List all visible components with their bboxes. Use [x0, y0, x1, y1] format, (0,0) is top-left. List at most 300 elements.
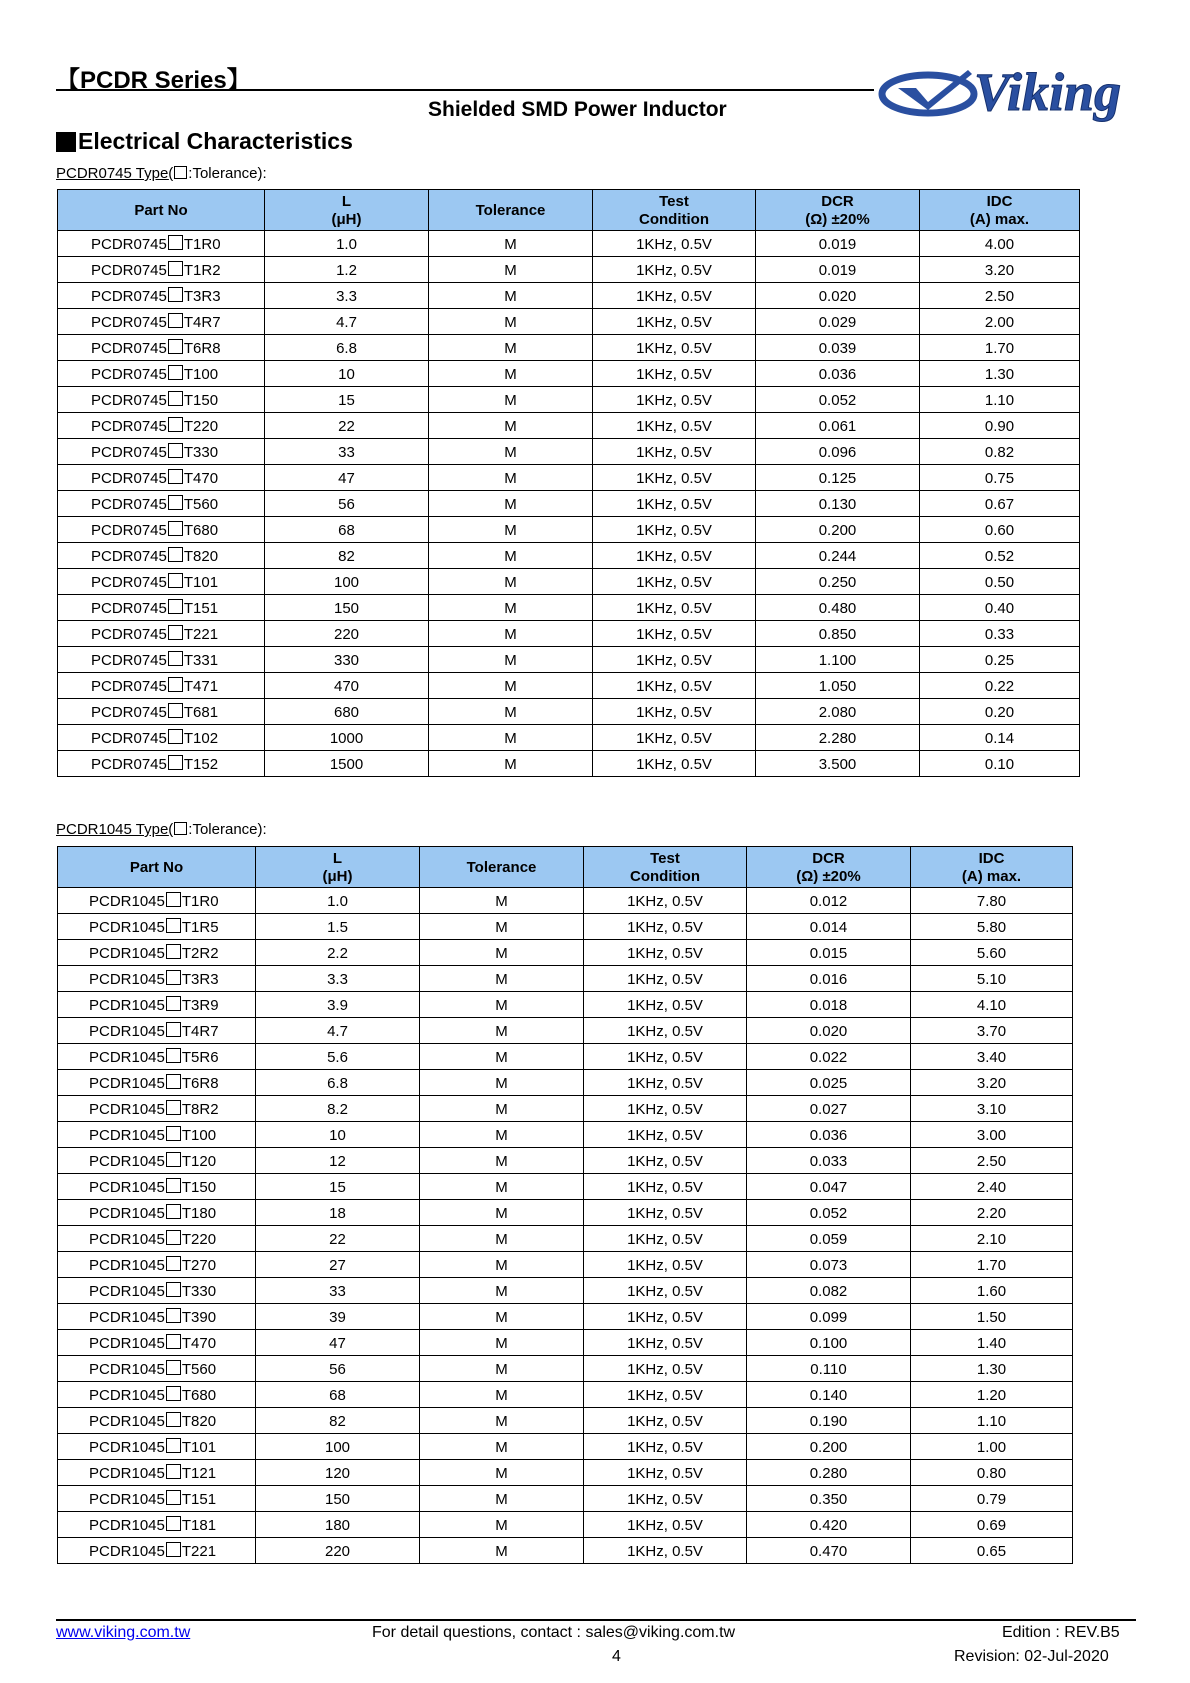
- table-row: [58, 699, 1080, 725]
- part-suffix: T820: [183, 548, 219, 565]
- inductance-cell: 47: [256, 1330, 420, 1356]
- tolerance-cell: M: [420, 1226, 584, 1252]
- tolerance-cell: M: [429, 595, 593, 621]
- tolerance-cell: M: [429, 257, 593, 283]
- test-condition-cell: 1KHz, 0.5V: [593, 491, 756, 517]
- table-row: [58, 1070, 1073, 1096]
- tolerance-cell: M: [420, 1486, 584, 1512]
- test-condition-cell: 1KHz, 0.5V: [584, 1382, 747, 1408]
- part-suffix: T6R8: [181, 1075, 219, 1092]
- part-suffix: T820: [181, 1413, 217, 1430]
- part-suffix: T220: [181, 1231, 217, 1248]
- inductance-cell: 33: [265, 439, 429, 465]
- test-condition-cell: 1KHz, 0.5V: [593, 439, 756, 465]
- section-title-text: Electrical Characteristics: [78, 128, 353, 154]
- part-suffix: T470: [181, 1335, 217, 1352]
- table-row: [58, 888, 1073, 914]
- table1-type-name: PCDR0745 Type: [56, 165, 169, 182]
- test-condition-cell: 1KHz, 0.5V: [584, 888, 747, 914]
- test-condition-cell: 1KHz, 0.5V: [593, 751, 756, 777]
- dcr-cell: 0.470: [747, 1538, 911, 1564]
- table-row: [58, 940, 1073, 966]
- tolerance-box-icon: [166, 1074, 181, 1089]
- table-row: [58, 1200, 1073, 1226]
- dcr-cell: 0.022: [747, 1044, 911, 1070]
- part-suffix: T3R3: [183, 288, 221, 305]
- part-number-cell: [58, 725, 265, 751]
- inductance-cell: 150: [265, 595, 429, 621]
- dcr-cell: 0.350: [747, 1486, 911, 1512]
- tolerance-cell: M: [420, 1174, 584, 1200]
- idc-cell: 2.10: [911, 1226, 1073, 1252]
- inductance-cell: 2.2: [256, 940, 420, 966]
- part-number-cell: [58, 914, 256, 940]
- tolerance-cell: M: [420, 1434, 584, 1460]
- tolerance-box-icon: [168, 261, 183, 276]
- part-prefix: PCDR1045: [89, 1439, 165, 1456]
- col-dcr: DCR (Ω) ±20%: [756, 190, 920, 231]
- tolerance-box-icon: [168, 573, 183, 588]
- part-prefix: PCDR1045: [89, 1309, 165, 1326]
- part-prefix: PCDR1045: [89, 997, 165, 1014]
- part-suffix: T181: [181, 1517, 217, 1534]
- part-number-cell: [58, 1538, 256, 1564]
- table-row: [58, 283, 1080, 309]
- part-number-cell: [58, 309, 265, 335]
- idc-cell: 0.82: [920, 439, 1080, 465]
- inductance-cell: 10: [265, 361, 429, 387]
- tolerance-cell: M: [429, 569, 593, 595]
- part-number-cell: [58, 413, 265, 439]
- part-number-cell: [58, 439, 265, 465]
- part-prefix: PCDR1045: [89, 1335, 165, 1352]
- part-number-cell: [58, 1330, 256, 1356]
- test-condition-cell: 1KHz, 0.5V: [584, 1174, 747, 1200]
- part-suffix: T220: [183, 418, 219, 435]
- test-condition-cell: 1KHz, 0.5V: [584, 1122, 747, 1148]
- col-inductance: L (μH): [265, 190, 429, 231]
- table-row: [58, 1122, 1073, 1148]
- tolerance-cell: M: [420, 1044, 584, 1070]
- tolerance-box-icon: [168, 495, 183, 510]
- inductance-cell: 4.7: [265, 309, 429, 335]
- part-suffix: T390: [181, 1309, 217, 1326]
- tolerance-box-icon: [166, 1464, 181, 1479]
- inductance-cell: 4.7: [256, 1018, 420, 1044]
- inductance-cell: 100: [265, 569, 429, 595]
- inductance-cell: 330: [265, 647, 429, 673]
- part-suffix: T150: [181, 1179, 217, 1196]
- table-row: [58, 1356, 1073, 1382]
- part-number-cell: [58, 647, 265, 673]
- part-prefix: PCDR0745: [91, 496, 167, 513]
- part-number-cell: [58, 283, 265, 309]
- dcr-cell: 0.012: [747, 888, 911, 914]
- part-prefix: PCDR0745: [91, 652, 167, 669]
- dcr-cell: 1.100: [756, 647, 920, 673]
- idc-cell: 1.40: [911, 1330, 1073, 1356]
- tolerance-cell: M: [429, 699, 593, 725]
- tolerance-cell: M: [420, 1070, 584, 1096]
- test-condition-cell: 1KHz, 0.5V: [593, 335, 756, 361]
- part-suffix: T120: [181, 1153, 217, 1170]
- dcr-cell: 0.100: [747, 1330, 911, 1356]
- idc-cell: 3.70: [911, 1018, 1073, 1044]
- test-condition-cell: 1KHz, 0.5V: [593, 231, 756, 257]
- table-row: [58, 1512, 1073, 1538]
- table-row: [58, 1330, 1073, 1356]
- inductance-cell: 10: [256, 1122, 420, 1148]
- dcr-cell: 0.025: [747, 1070, 911, 1096]
- table-row: [58, 1174, 1073, 1200]
- part-prefix: PCDR1045: [89, 971, 165, 988]
- tolerance-cell: M: [420, 1382, 584, 1408]
- part-number-cell: [58, 231, 265, 257]
- idc-cell: 0.75: [920, 465, 1080, 491]
- tolerance-cell: M: [429, 647, 593, 673]
- table-row: [58, 1018, 1073, 1044]
- table-row: [58, 914, 1073, 940]
- idc-cell: 1.20: [911, 1382, 1073, 1408]
- inductance-cell: 82: [265, 543, 429, 569]
- tolerance-box-icon: [168, 729, 183, 744]
- inductance-cell: 8.2: [256, 1096, 420, 1122]
- table-row: [58, 257, 1080, 283]
- table-row: [58, 1460, 1073, 1486]
- part-prefix: PCDR0745: [91, 314, 167, 331]
- inductance-cell: 1.0: [265, 231, 429, 257]
- idc-cell: 0.80: [911, 1460, 1073, 1486]
- tolerance-box-icon: [166, 1542, 181, 1557]
- part-suffix: T150: [183, 392, 219, 409]
- inductance-cell: 3.3: [265, 283, 429, 309]
- tolerance-cell: M: [420, 1200, 584, 1226]
- brand-name: Viking: [974, 62, 1122, 122]
- tolerance-cell: M: [420, 1408, 584, 1434]
- part-number-cell: [58, 1174, 256, 1200]
- part-suffix: T331: [183, 652, 219, 669]
- col-dcr: DCR (Ω) ±20%: [747, 847, 911, 888]
- idc-cell: 0.22: [920, 673, 1080, 699]
- part-number-cell: [58, 1096, 256, 1122]
- table-row: [58, 1408, 1073, 1434]
- idc-cell: 7.80: [911, 888, 1073, 914]
- idc-cell: 1.10: [911, 1408, 1073, 1434]
- tolerance-cell: M: [429, 621, 593, 647]
- part-prefix: PCDR1045: [89, 1491, 165, 1508]
- dcr-cell: 0.096: [756, 439, 920, 465]
- part-suffix: T3R9: [181, 997, 219, 1014]
- tolerance-box-icon: [166, 1516, 181, 1531]
- table-row: [58, 992, 1073, 1018]
- col-idc: IDC (A) max.: [911, 847, 1073, 888]
- test-condition-cell: 1KHz, 0.5V: [584, 1070, 747, 1096]
- test-condition-cell: 1KHz, 0.5V: [593, 361, 756, 387]
- test-condition-cell: 1KHz, 0.5V: [584, 1148, 747, 1174]
- revision-text: Revision: 02-Jul-2020: [954, 1648, 1109, 1665]
- idc-cell: 3.20: [920, 257, 1080, 283]
- col-test-condition: Test Condition: [593, 190, 756, 231]
- tolerance-box-icon: [168, 313, 183, 328]
- part-suffix: T100: [181, 1127, 217, 1144]
- tolerance-box-icon: [168, 417, 183, 432]
- test-condition-cell: 1KHz, 0.5V: [584, 1018, 747, 1044]
- inductance-cell: 680: [265, 699, 429, 725]
- inductance-cell: 1.5: [256, 914, 420, 940]
- inductance-cell: 22: [256, 1226, 420, 1252]
- idc-cell: 5.60: [911, 940, 1073, 966]
- inductance-cell: 220: [256, 1538, 420, 1564]
- tolerance-box-icon: [166, 944, 181, 959]
- table2-type-name: PCDR1045 Type: [56, 821, 169, 838]
- tolerance-cell: M: [429, 231, 593, 257]
- idc-cell: 1.30: [920, 361, 1080, 387]
- tolerance-cell: M: [420, 1278, 584, 1304]
- part-prefix: PCDR0745: [91, 418, 167, 435]
- tolerance-box-icon: [166, 1438, 181, 1453]
- dcr-cell: 0.018: [747, 992, 911, 1018]
- test-condition-cell: 1KHz, 0.5V: [584, 1044, 747, 1070]
- idc-cell: 1.70: [920, 335, 1080, 361]
- inductance-cell: 6.8: [256, 1070, 420, 1096]
- header-rule: [56, 89, 874, 91]
- tolerance-cell: M: [420, 992, 584, 1018]
- tolerance-box-icon: [166, 1204, 181, 1219]
- tolerance-cell: M: [420, 1356, 584, 1382]
- part-suffix: T152: [183, 756, 219, 773]
- idc-cell: 0.25: [920, 647, 1080, 673]
- idc-cell: 0.69: [911, 1512, 1073, 1538]
- dcr-cell: 0.019: [756, 257, 920, 283]
- table-row: [58, 1486, 1073, 1512]
- table-row: [58, 1434, 1073, 1460]
- table-row: [58, 1252, 1073, 1278]
- part-suffix: T560: [181, 1361, 217, 1378]
- tolerance-box-icon: [166, 1386, 181, 1401]
- tolerance-box-icon: [166, 1100, 181, 1115]
- table-row: [58, 1044, 1073, 1070]
- part-prefix: PCDR1045: [89, 1127, 165, 1144]
- table-row: [58, 517, 1080, 543]
- part-number-cell: [58, 1252, 256, 1278]
- tolerance-box-icon: [168, 677, 183, 692]
- part-prefix: PCDR0745: [91, 470, 167, 487]
- part-suffix: T680: [183, 522, 219, 539]
- table1-type-suffix: :Tolerance):: [188, 165, 267, 182]
- tolerance-box-icon: [166, 1152, 181, 1167]
- test-condition-cell: 1KHz, 0.5V: [584, 992, 747, 1018]
- part-number-cell: [58, 888, 256, 914]
- contact-text: For detail questions, contact : sales@viking.com.tw: [372, 1624, 736, 1641]
- tolerance-box-icon: [168, 547, 183, 562]
- table2-header-row: [58, 847, 1073, 888]
- tolerance-box-icon: [168, 521, 183, 536]
- dcr-cell: 0.250: [756, 569, 920, 595]
- dcr-cell: 0.019: [756, 231, 920, 257]
- idc-cell: 0.14: [920, 725, 1080, 751]
- table-row: [58, 309, 1080, 335]
- test-condition-cell: 1KHz, 0.5V: [584, 1252, 747, 1278]
- test-condition-cell: 1KHz, 0.5V: [584, 914, 747, 940]
- dcr-cell: 0.052: [756, 387, 920, 413]
- tolerance-box-icon: [168, 339, 183, 354]
- idc-cell: 5.10: [911, 966, 1073, 992]
- tolerance-box-icon: [168, 443, 183, 458]
- tolerance-box-icon: [166, 1256, 181, 1271]
- part-prefix: PCDR1045: [89, 1231, 165, 1248]
- test-condition-cell: 1KHz, 0.5V: [593, 699, 756, 725]
- part-prefix: PCDR0745: [91, 340, 167, 357]
- inductance-cell: 150: [256, 1486, 420, 1512]
- part-prefix: PCDR0745: [91, 600, 167, 617]
- tolerance-box-icon: [166, 1412, 181, 1427]
- tolerance-cell: M: [429, 673, 593, 699]
- part-suffix: T102: [183, 730, 219, 747]
- idc-cell: 1.30: [911, 1356, 1073, 1382]
- tolerance-box-icon: [168, 287, 183, 302]
- col-tolerance: Tolerance: [429, 190, 593, 231]
- table-row: [58, 569, 1080, 595]
- table-row: [58, 595, 1080, 621]
- tolerance-cell: M: [420, 966, 584, 992]
- part-prefix: PCDR0745: [91, 392, 167, 409]
- part-number-cell: [58, 673, 265, 699]
- idc-cell: 0.10: [920, 751, 1080, 777]
- test-condition-cell: 1KHz, 0.5V: [584, 1278, 747, 1304]
- part-prefix: PCDR0745: [91, 366, 167, 383]
- table-row: [58, 387, 1080, 413]
- inductance-cell: 220: [265, 621, 429, 647]
- part-prefix: PCDR1045: [89, 1101, 165, 1118]
- tolerance-box-icon: [166, 892, 181, 907]
- tolerance-cell: M: [429, 725, 593, 751]
- part-suffix: T100: [183, 366, 219, 383]
- part-prefix: PCDR1045: [89, 1205, 165, 1222]
- part-prefix: PCDR1045: [89, 919, 165, 936]
- part-number-cell: [58, 569, 265, 595]
- part-prefix: PCDR1045: [89, 1387, 165, 1404]
- inductance-cell: 12: [256, 1148, 420, 1174]
- tolerance-box-icon: [166, 1490, 181, 1505]
- idc-cell: 3.40: [911, 1044, 1073, 1070]
- inductance-cell: 120: [256, 1460, 420, 1486]
- test-condition-cell: 1KHz, 0.5V: [584, 1538, 747, 1564]
- tolerance-cell: M: [420, 940, 584, 966]
- dcr-cell: 0.061: [756, 413, 920, 439]
- tolerance-box-icon: [168, 755, 183, 770]
- tolerance-cell: M: [429, 361, 593, 387]
- part-number-cell: [58, 621, 265, 647]
- idc-cell: 3.20: [911, 1070, 1073, 1096]
- inductance-cell: 1.0: [256, 888, 420, 914]
- test-condition-cell: 1KHz, 0.5V: [593, 517, 756, 543]
- part-number-cell: [58, 1122, 256, 1148]
- inductance-cell: 47: [265, 465, 429, 491]
- table-row: [58, 1382, 1073, 1408]
- tolerance-box-icon: [166, 1230, 181, 1245]
- part-number-cell: [58, 387, 265, 413]
- tolerance-box-icon: [166, 1178, 181, 1193]
- part-suffix: T680: [181, 1387, 217, 1404]
- part-prefix: PCDR1045: [89, 1283, 165, 1300]
- test-condition-cell: 1KHz, 0.5V: [584, 1356, 747, 1382]
- inductance-cell: 180: [256, 1512, 420, 1538]
- part-number-cell: [58, 940, 256, 966]
- dcr-cell: 0.110: [747, 1356, 911, 1382]
- part-prefix: PCDR0745: [91, 262, 167, 279]
- table-row: [58, 335, 1080, 361]
- part-prefix: PCDR1045: [89, 1543, 165, 1560]
- test-condition-cell: 1KHz, 0.5V: [593, 465, 756, 491]
- test-condition-cell: 1KHz, 0.5V: [584, 1460, 747, 1486]
- test-condition-cell: 1KHz, 0.5V: [593, 543, 756, 569]
- dcr-cell: 0.033: [747, 1148, 911, 1174]
- section-title: [56, 128, 353, 155]
- part-suffix: T681: [183, 704, 219, 721]
- col-idc: IDC (A) max.: [920, 190, 1080, 231]
- part-prefix: PCDR0745: [91, 444, 167, 461]
- dcr-cell: 0.244: [756, 543, 920, 569]
- dcr-cell: 1.050: [756, 673, 920, 699]
- part-prefix: PCDR1045: [89, 1465, 165, 1482]
- part-suffix: T1R5: [181, 919, 219, 936]
- part-suffix: T471: [183, 678, 219, 695]
- dcr-cell: 0.073: [747, 1252, 911, 1278]
- inductance-cell: 1500: [265, 751, 429, 777]
- idc-cell: 1.60: [911, 1278, 1073, 1304]
- inductance-cell: 56: [256, 1356, 420, 1382]
- part-suffix: T151: [183, 600, 219, 617]
- website-link[interactable]: www.viking.com.tw: [56, 1624, 191, 1641]
- col-tolerance: Tolerance: [420, 847, 584, 888]
- dcr-cell: 0.280: [747, 1460, 911, 1486]
- tolerance-cell: M: [420, 1512, 584, 1538]
- part-suffix: T2R2: [181, 945, 219, 962]
- tolerance-box-icon: [168, 391, 183, 406]
- tolerance-cell: M: [429, 413, 593, 439]
- part-number-cell: [58, 1278, 256, 1304]
- dcr-cell: 0.047: [747, 1174, 911, 1200]
- test-condition-cell: 1KHz, 0.5V: [593, 673, 756, 699]
- part-prefix: PCDR1045: [89, 1153, 165, 1170]
- page-subtitle: Shielded SMD Power Inductor: [428, 98, 727, 121]
- part-prefix: PCDR0745: [91, 756, 167, 773]
- idc-cell: 2.50: [920, 283, 1080, 309]
- test-condition-cell: 1KHz, 0.5V: [584, 1486, 747, 1512]
- dcr-cell: 0.015: [747, 940, 911, 966]
- part-number-cell: [58, 1304, 256, 1330]
- page-number: 4: [612, 1648, 621, 1665]
- part-prefix: PCDR1045: [89, 1257, 165, 1274]
- test-condition-cell: 1KHz, 0.5V: [593, 387, 756, 413]
- dcr-cell: 0.850: [756, 621, 920, 647]
- tolerance-box-icon: [168, 235, 183, 250]
- test-condition-cell: 1KHz, 0.5V: [593, 569, 756, 595]
- dcr-cell: 0.059: [747, 1226, 911, 1252]
- col-test-condition: Test Condition: [584, 847, 747, 888]
- test-condition-cell: 1KHz, 0.5V: [593, 725, 756, 751]
- inductance-cell: 3.9: [256, 992, 420, 1018]
- idc-cell: 0.90: [920, 413, 1080, 439]
- test-condition-cell: 1KHz, 0.5V: [593, 413, 756, 439]
- part-number-cell: [58, 1018, 256, 1044]
- dcr-cell: 0.200: [747, 1434, 911, 1460]
- part-number-cell: [58, 699, 265, 725]
- dcr-cell: 3.500: [756, 751, 920, 777]
- tolerance-cell: M: [420, 1252, 584, 1278]
- dcr-cell: 0.036: [756, 361, 920, 387]
- part-suffix: T560: [183, 496, 219, 513]
